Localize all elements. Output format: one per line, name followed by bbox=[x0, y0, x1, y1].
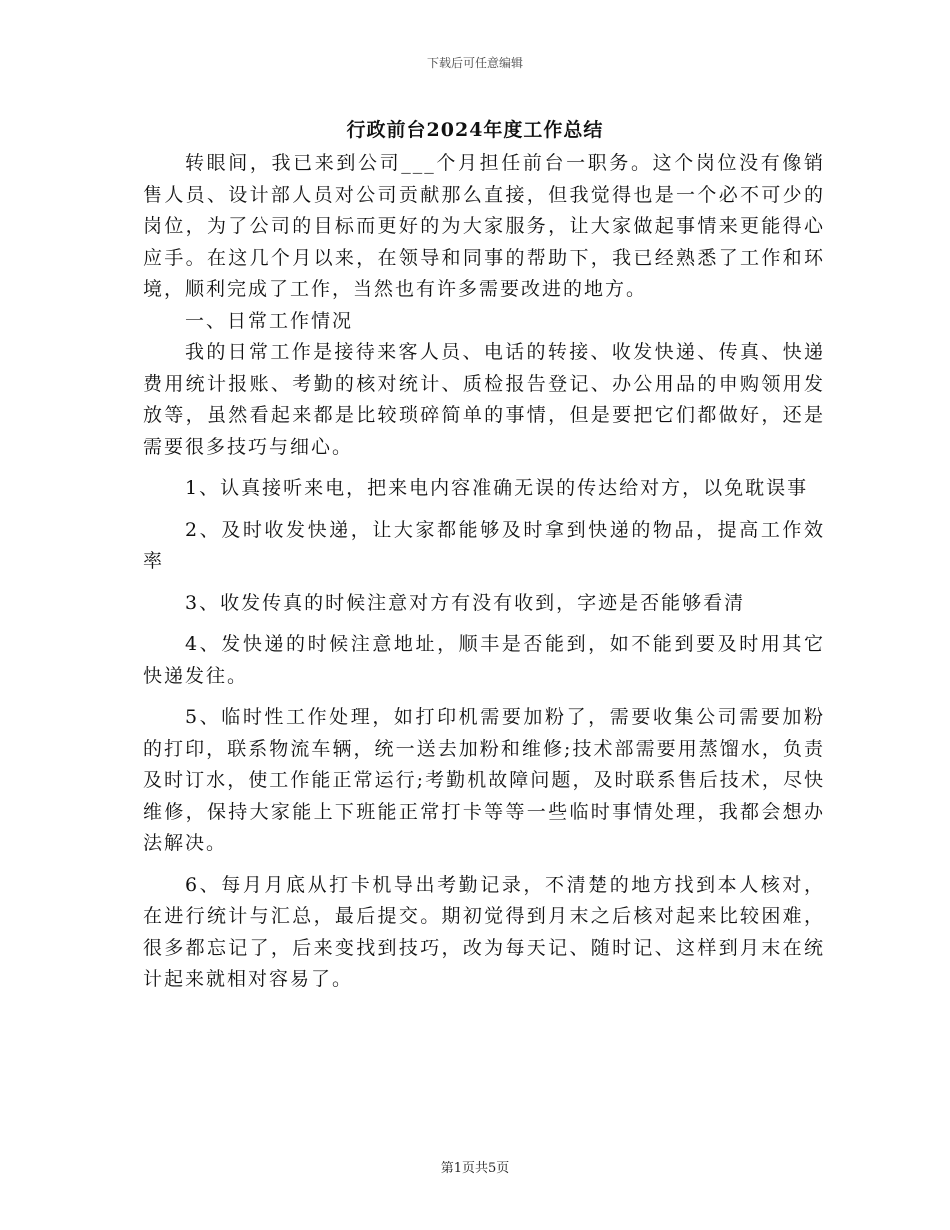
document-title: 行政前台2024年度工作总结 bbox=[346, 119, 604, 141]
page-number: 第1页共5页 bbox=[440, 1161, 510, 1176]
paragraph-intro: 转眼间，我已来到公司___个月担任前台一职务。这个岗位没有像销售人员、设计部人员对公司贡献那么直接，但我觉得也是一个必不可少的岗位，为了公司的目标而更好的为大家服务，让大家做起事情来更能得心应手。在这几个月以来，在领导和同事的帮助下，我已经熟悉了工作和环境，顺利完成了工作，当然也有许多需要改进的地方。 bbox=[143, 152, 825, 300]
list-item-1: 1、认真接听来电，把来电内容准确无误的传达给对方，以免耽误事 bbox=[185, 477, 809, 499]
list-item-6: 6、每月月底从打卡机导出考勤记录，不清楚的地方找到本人核对，在进行统计与汇总，最后提交。期初觉得到月末之后核对起来比较困难，很多都忘记了，后来变找到技巧，改为每天记、随时记、这样到月末在统计起来就相对容易了。 bbox=[143, 873, 825, 990]
page-header: 下载后可任意编辑 bbox=[426, 56, 523, 70]
paragraph-daily-work: 我的日常工作是接待来客人员、电话的转接、收发快递、传真、快递费用统计报账、考勤的核对统计、质检报告登记、办公用品的申购领用发放等，虽然看起来都是比较琐碎简单的事情，但是要把它们都做好，还是需要很多技巧与细心。 bbox=[143, 341, 825, 458]
document-body bbox=[143, 148, 825, 1006]
list-item-4: 4、发快递的时候注意地址，顺丰是否能到，如不能到要及时用其它快递发往。 bbox=[143, 633, 825, 687]
list-item-5: 5、临时性工作处理，如打印机需要加粉了，需要收集公司需要加粉的打印，联系物流车辆，统一送去加粉和维修;技术部需要用蒸馏水，负责及时订水，使工作能正常运行;考勤机故障问题，及时联系售后技术，尽快维修，保持大家能上下班能正常打卡等等一些临时事情处理，我都会想办法解决。 bbox=[143, 706, 825, 854]
section-heading-daily-work: 一、日常工作情况 bbox=[185, 309, 354, 332]
list-item-2: 2、及时收发快递，让大家都能够及时拿到快递的物品，提高工作效率 bbox=[143, 518, 825, 572]
list-item-3: 3、收发传真的时候注意对方有没有收到，字迹是否能够看清 bbox=[185, 591, 746, 614]
